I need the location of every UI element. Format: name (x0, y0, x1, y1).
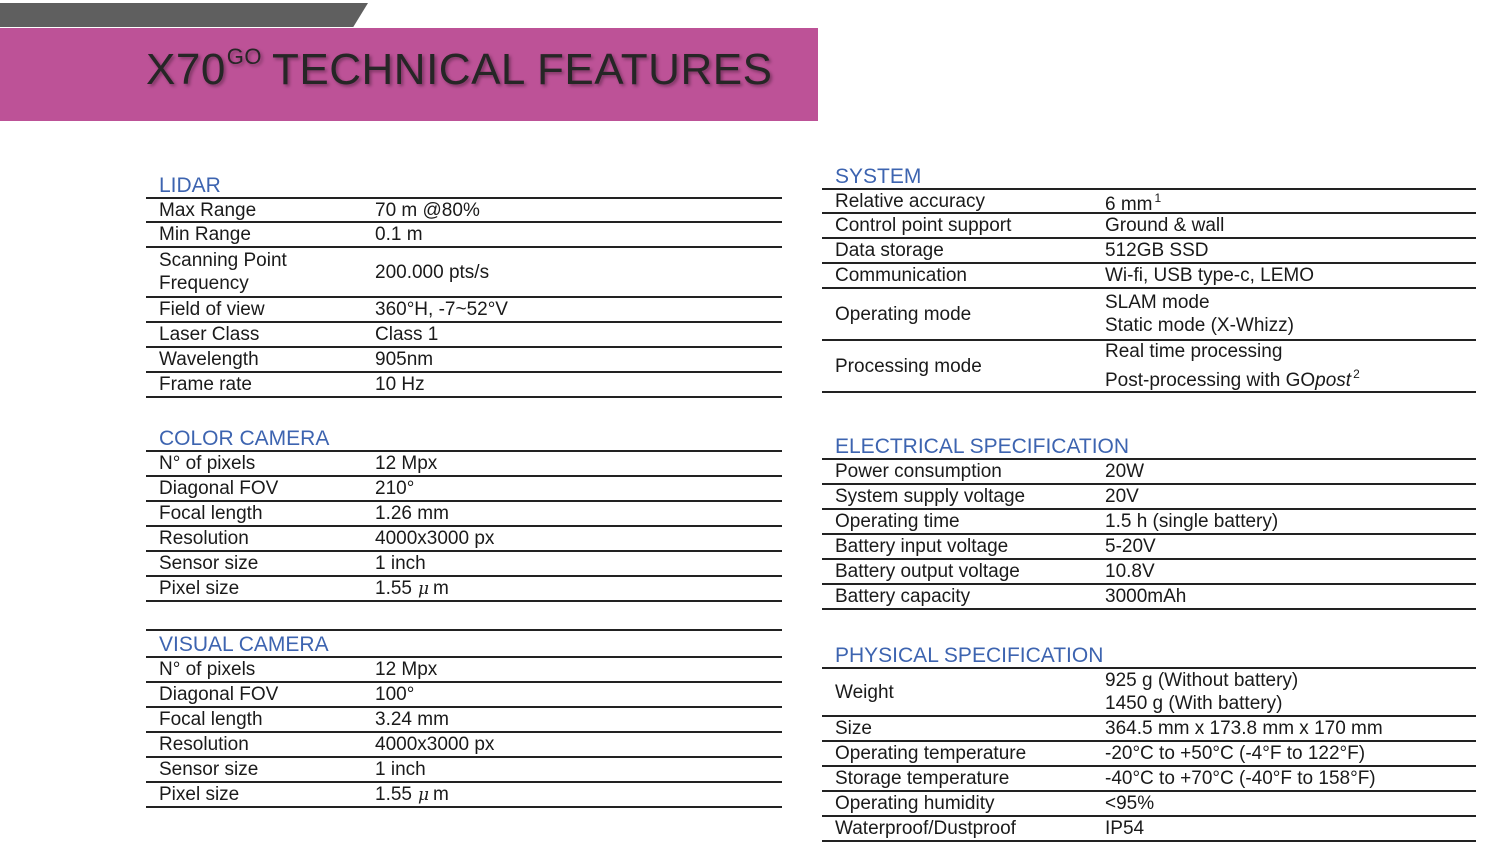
table-row (822, 669, 1476, 717)
row-value (375, 783, 782, 807)
pixel-size-unit: m (433, 783, 449, 805)
row-label: N° of pixels (159, 453, 256, 474)
top-accent-strip (0, 3, 368, 27)
table-row (822, 289, 1476, 341)
row-label-line: Frequency (159, 273, 249, 294)
row-label: Sensor size (159, 553, 259, 574)
row-value-line: SLAM mode (1105, 292, 1210, 313)
section-title-physical: PHYSICAL SPECIFICATION (822, 643, 1476, 669)
pixel-size-unit: m (433, 577, 449, 599)
row-label: System supply voltage (835, 486, 1026, 507)
table-row (146, 708, 782, 733)
table-row (822, 460, 1476, 485)
row-value: 4000x3000 px (375, 734, 495, 755)
row-value: 360°H, -7~52°V (375, 299, 508, 320)
row-value: 210° (375, 478, 415, 499)
table-row (146, 477, 782, 502)
row-value: 200.000 pts/s (375, 261, 490, 283)
row-label: Frame rate (159, 374, 252, 395)
row-label: Min Range (159, 224, 251, 245)
section-title-lidar: LIDAR (146, 173, 782, 199)
table-row (146, 452, 782, 477)
row-value (375, 577, 782, 601)
row-value: 100° (375, 684, 415, 705)
micro-symbol: μ (417, 578, 430, 599)
table-row (822, 742, 1476, 767)
row-label: Pixel size (159, 578, 240, 599)
row-label: Relative accuracy (835, 190, 985, 212)
row-label: Control point support (835, 215, 1012, 236)
page-title (146, 44, 772, 95)
row-value: 364.5 mm x 173.8 mm x 170 mm (1105, 718, 1383, 739)
table-row (146, 248, 782, 298)
row-value: -40°C to +70°C (-40°F to 158°F) (1105, 768, 1376, 789)
row-value: 12 Mpx (375, 453, 438, 474)
table-row (822, 792, 1476, 817)
row-label: Weight (835, 681, 894, 703)
table-row (822, 239, 1476, 264)
row-label: Resolution (159, 528, 249, 549)
row-label: Operating mode (835, 303, 972, 325)
row-value-line: 925 g (Without battery) (1105, 670, 1299, 691)
section-title-electrical: ELECTRICAL SPECIFICATION (822, 434, 1476, 460)
row-value: -20°C to +50°C (-4°F to 122°F) (1105, 743, 1366, 764)
row-label: N° of pixels (159, 659, 256, 680)
row-value-line: 1450 g (With battery) (1105, 693, 1283, 714)
table-row (146, 348, 782, 373)
table-row (146, 683, 782, 708)
table-row (822, 485, 1476, 510)
row-value: 20V (1105, 486, 1139, 507)
row-label (146, 249, 375, 295)
table-row (822, 341, 1476, 393)
accuracy-value: 6 mm (1105, 193, 1153, 215)
title-banner (0, 28, 818, 121)
section-title-system: SYSTEM (822, 164, 1476, 190)
row-label: Battery input voltage (835, 536, 1009, 557)
pixel-size-number: 1.55 (375, 783, 412, 805)
table-row (822, 264, 1476, 289)
row-value: 20W (1105, 461, 1145, 482)
table-row (146, 658, 782, 683)
table-row (146, 758, 782, 783)
row-label: Battery capacity (835, 586, 971, 607)
table-row (146, 733, 782, 758)
row-value: 4000x3000 px (375, 528, 495, 549)
table-row (822, 817, 1476, 842)
row-label: Operating humidity (835, 793, 995, 814)
footnote-marker: 1 (1154, 190, 1162, 205)
page-title-model: X70 (146, 45, 226, 94)
row-label: Wavelength (159, 349, 259, 370)
table-row (146, 223, 782, 248)
row-value: 1 inch (375, 759, 426, 780)
row-label: Field of view (159, 299, 265, 320)
row-value: 512GB SSD (1105, 240, 1209, 261)
color-camera-section (146, 426, 782, 602)
row-value: Ground & wall (1105, 215, 1225, 236)
table-row (146, 298, 782, 323)
table-row (146, 783, 782, 808)
row-value (1105, 187, 1476, 216)
physical-section (822, 643, 1476, 842)
table-row (822, 585, 1476, 610)
electrical-section (822, 434, 1476, 610)
lidar-section (146, 173, 782, 398)
row-label: Power consumption (835, 461, 1002, 482)
table-row (146, 502, 782, 527)
row-value (1105, 340, 1476, 392)
table-row (822, 510, 1476, 535)
visual-camera-section (146, 632, 782, 808)
row-value: IP54 (1105, 818, 1145, 839)
row-value (1105, 669, 1476, 715)
row-value-line: Real time processing (1105, 341, 1283, 362)
row-value: 5-20V (1105, 536, 1156, 557)
row-label: Processing mode (835, 355, 982, 377)
row-value-line (1105, 363, 1476, 392)
row-label: Max Range (159, 199, 257, 221)
table-row (822, 767, 1476, 792)
table-row (822, 214, 1476, 239)
table-row (146, 323, 782, 348)
row-label: Operating time (835, 511, 960, 532)
row-value: 70 m @80% (375, 199, 480, 221)
row-value: 1.5 h (single battery) (1105, 511, 1279, 532)
row-label: Storage temperature (835, 768, 1010, 789)
row-label: Focal length (159, 503, 263, 524)
row-label: Data storage (835, 240, 944, 261)
row-label: Laser Class (159, 324, 260, 345)
gopost-italic: post (1315, 370, 1352, 391)
row-value: 12 Mpx (375, 659, 438, 680)
row-value: 1 inch (375, 553, 426, 574)
system-section (822, 164, 1476, 393)
row-label: Pixel size (159, 784, 240, 805)
section-title-visual-camera: VISUAL CAMERA (146, 632, 782, 658)
table-row (822, 717, 1476, 742)
gopost-prefix: Post-processing with GO (1105, 370, 1316, 391)
row-value: 10 Hz (375, 374, 425, 395)
table-row (146, 199, 782, 223)
footnote-marker: 2 (1353, 367, 1360, 381)
row-value: 3.24 mm (375, 709, 449, 730)
row-value: 3000mAh (1105, 586, 1187, 607)
divider (146, 629, 782, 631)
row-label: Waterproof/Dustproof (835, 818, 1016, 839)
row-value (1105, 291, 1476, 337)
table-row (146, 527, 782, 552)
row-value-line: Static mode (X-Whizz) (1105, 315, 1294, 336)
table-row (146, 373, 782, 398)
table-row (822, 190, 1476, 214)
row-value: 905nm (375, 349, 434, 370)
row-value: Class 1 (375, 324, 439, 345)
row-label: Operating temperature (835, 743, 1027, 764)
section-title-color-camera: COLOR CAMERA (146, 426, 782, 452)
page-title-superscript: GO (226, 44, 263, 69)
row-label: Focal length (159, 709, 263, 730)
row-label-line: Scanning Point (159, 250, 287, 271)
page-title-rest: TECHNICAL FEATURES (272, 45, 773, 94)
pixel-size-number: 1.55 (375, 577, 412, 599)
row-value: 0.1 m (375, 224, 423, 245)
row-label: Size (835, 718, 872, 739)
row-label: Diagonal FOV (159, 478, 279, 499)
row-value: <95% (1105, 793, 1155, 814)
table-row (822, 535, 1476, 560)
row-value: Wi-fi, USB type-c, LEMO (1105, 265, 1315, 286)
row-value: 10.8V (1105, 561, 1155, 582)
row-value: 1.26 mm (375, 503, 449, 524)
micro-symbol: μ (417, 784, 430, 805)
row-label: Resolution (159, 734, 249, 755)
table-row (146, 552, 782, 577)
table-row (822, 560, 1476, 585)
row-label: Communication (835, 265, 967, 286)
row-label: Sensor size (159, 759, 259, 780)
table-row (146, 577, 782, 602)
row-label: Battery output voltage (835, 561, 1020, 582)
row-label: Diagonal FOV (159, 684, 279, 705)
